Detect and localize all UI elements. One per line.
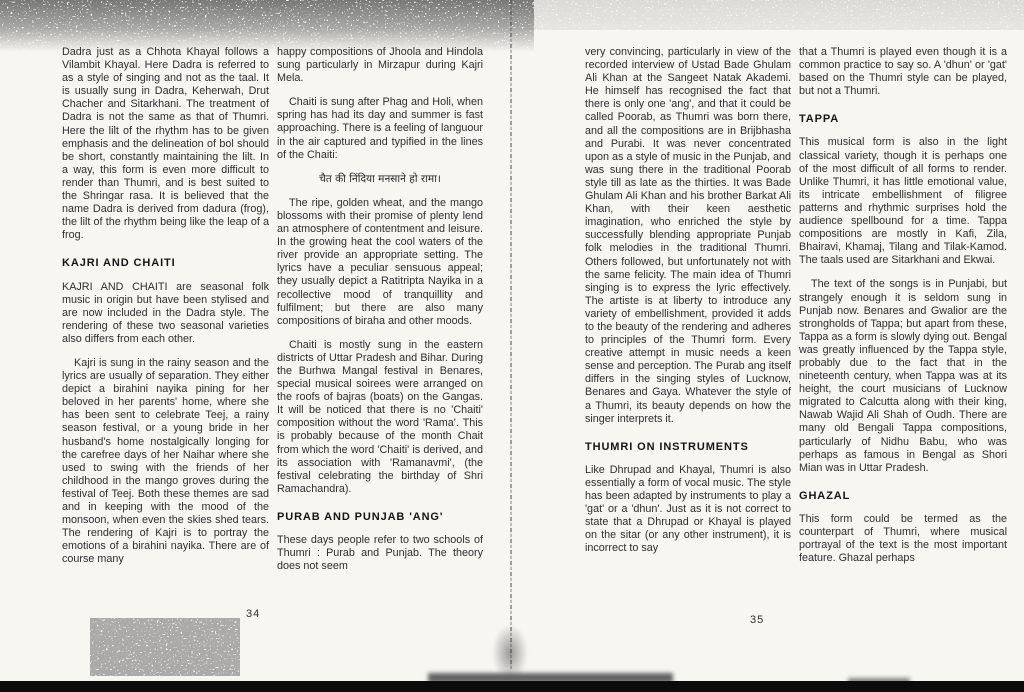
section-heading-kajri-and-chaiti: KAJRI AND CHAITI [62, 257, 176, 270]
page-number-35: 35 [750, 614, 765, 626]
section-heading-thumri-on-instruments: THUMRI ON INSTRUMENTS [585, 440, 749, 453]
page-fold-line [510, 0, 512, 670]
paragraph-thumri-instruments: Like Dhrupad and Khayal, Thumri is also essentially a form of vocal music. The style has been adapted by instruments to play a 'gat' or a 'dhun'. Just as it is not correct to state that a Dhrupad or Khayal is played on the sitar (or any other instrument), it is incorrect to say [585, 463, 791, 555]
paragraph-thumri-instruments-continued: that a Thumri is played even though it is a common practice to say so. A 'dhun' or 'gat' based on the Thumri style can be played, but not a Thumri. [799, 46, 1007, 98]
paragraph-two-schools: These days people refer to two schools of Thumri : Purab and Punjab. The theory does not seem [277, 534, 483, 573]
scan-bottom-bar [0, 681, 1024, 692]
paragraph-dadra: Dadra just as a Chhota Khayal follows a Vilambit Khayal. Here Dadra is referred to as a style of singing and not as the taal. It is usually sung in Dadra, Keherwah, Drut Chacher and Sitarkhani. The treatment of Dadra is not the same as that of Thumri. Here the lilt of the rhythm has to be given emphasis and the delineation of bol should be short, constantly maintaining the lilt. In a way, this form is even more difficult to render than Thumri, and is best suited to the Shringar rasa. It is believed that the name Dadra is derived from dadura (frog), the lilt of the rhythm being like the leap of a frog. [62, 46, 269, 242]
chaiti-verse-line: चैत की निंदिया मनसाने हो रामा। [319, 172, 441, 185]
paragraph-chaiti-mood: The ripe, golden wheat, and the mango blossoms with their promise of plenty lend an atmosphere of contentment and leisure. In the growing heat the cool waters of the river provide an appropriate setting. The lyrics have a peculiar sensuous appeal; they usually depict a Ratitripta Nayika in a recollective mood of tranquillity and fulfilment; but there are also many compositions of biraha and other moods. [277, 196, 483, 327]
page-number-34: 34 [246, 608, 261, 620]
section-heading-ghazal: GHAZAL [799, 489, 851, 502]
paragraph-kajri-chaiti-intro: KAJRI AND CHAITI are seasonal folk music in origin but have been stylised and are now included in the Dadra style. The rendering of these two seasonal varieties also differs from each other. [62, 280, 269, 345]
section-heading-purab-and-punjab-ang: PURAB AND PUNJAB 'ANG' [277, 510, 444, 523]
paragraph-purab-continued: very convincing, particularly in view of the recorded interview of Ustad Bade Ghulam Ali Khan at the Sangeet Natak Akademi. He himself has recognised the fact that there is only one 'ang', and that it could be called Poorab, as Thumri was born there, and all the compositions are in Brijbhasha and Purabi. It was never concentrated upon as a style of music in the Punjab, and was sung there in the traditional Poorab style till as late as the thirties. It was Bade Ghulam Ali Khan and his brother Barkat Ali Khan, with their keen aesthetic imagination, who enriched the style by successfully blending appropriate Punjab folk melodies in the traditional Thumri. Others followed, but unfortunately not with the same felicity. The main idea of Thumri singing is to express the lyric effectively. The artiste is at liberty to introduce any variety of embellishment, provided it adds to the beauty of the rendering and adheres to principles of the Thumri form. Every creative attempt in music needs a keen sense and perception. The Purab ang itself differs in the singing styles of Lucknow, Benares and Gaya. Whatever the style of a Thumri, its beauty depends on how the singer interprets it. [585, 46, 791, 425]
scan-noise-top [0, 0, 1024, 52]
scan-noise-bottom-left [90, 618, 240, 676]
right-page-column-2 [799, 46, 1007, 576]
paragraph-chaiti-season: Chaiti is sung after Phag and Holi, when spring has had its day and summer is fast approaching. There is a feeling of languour in the air captured and typified in the lines of the Chaiti: [277, 96, 483, 161]
left-page-column-2 [277, 46, 483, 584]
paragraph-tappa-history: The text of the songs is in Punjabi, but strangely enough it is seldom sung in Punjab now. Benares and Gwalior are the strongholds of Tappa; but apart from these, Tappa as a form is slowly dying out. Bengal was greatly influenced by the Tappa style, probably due to the fact that in the nineteenth century, when Tappa was at its height, the court musicians of Lucknow migrated to Calcutta along with their king, Nawab Wajid Ali Shah of Oudh. There are many old Bengali Tappa compositions, particularly of Nidhu Babu, who was perhaps as famous in Bengal as Shori Mian was in Uttar Pradesh. [799, 278, 1007, 474]
right-page-column-1 [585, 46, 791, 566]
paragraph-ghazal: This form could be termed as the counterpart of Thumri, where musical portrayal of the text is the most important feature. Ghazal perhaps [799, 512, 1007, 565]
paragraph-kajri: Kajri is sung in the rainy season and the lyrics are usually of separation. They either depict a birahini nayika pining for her beloved in her parents' home, where she has been sent to celebrate Teej, a rainy season festival, or a young bride in her husband's home nostalgically longing for the carefree days of her Naihar where she used to swing with the friends of her childhood in the mango groves during the festival of Teej. Both these themes are sad and in keeping with the mood of the monsoon, when even the skies shed tears. The rendering of Kajri is to portray the emotions of a birahini nayika. There are of course many [62, 356, 269, 566]
paragraph-kajri-continued: happy compositions of Jhoola and Hindola sung particularly in Mirzapur during Kajri Mela. [277, 46, 483, 85]
section-heading-tappa: TAPPA [799, 113, 840, 126]
paragraph-chaiti-regions: Chaiti is mostly sung in the eastern districts of Uttar Pradesh and Bihar. During the Burhwa Mangal festival in Benares, special musical soirees were arranged on the roofs of bajras (boats) on the Gangas. It will be noticed that there is no 'Chaiti' composition without the word 'Rama'. This is probably because of the month Chait from which the word 'Chaiti' is derived, and its association with 'Ramanavmi', (the festival celebrating the birthday of Shri Ramachandra). [277, 338, 483, 495]
paragraph-tappa-form: This musical form is also in the light classical variety, though it is perhaps one of the most difficult of all forms to render. Unlike Thumri, it has little emotional value, its intricate embellishment of filigree patterns and rhythmic surprises hold the audience spellbound for a time. Tappa compositions are mostly in Kafi, Zila, Bhairavi, Khamaj, Tilang and Tilak-Kamod. The taals used are Sitarkhani and Ekwai. [799, 136, 1007, 267]
left-page-column-1 [62, 46, 269, 577]
